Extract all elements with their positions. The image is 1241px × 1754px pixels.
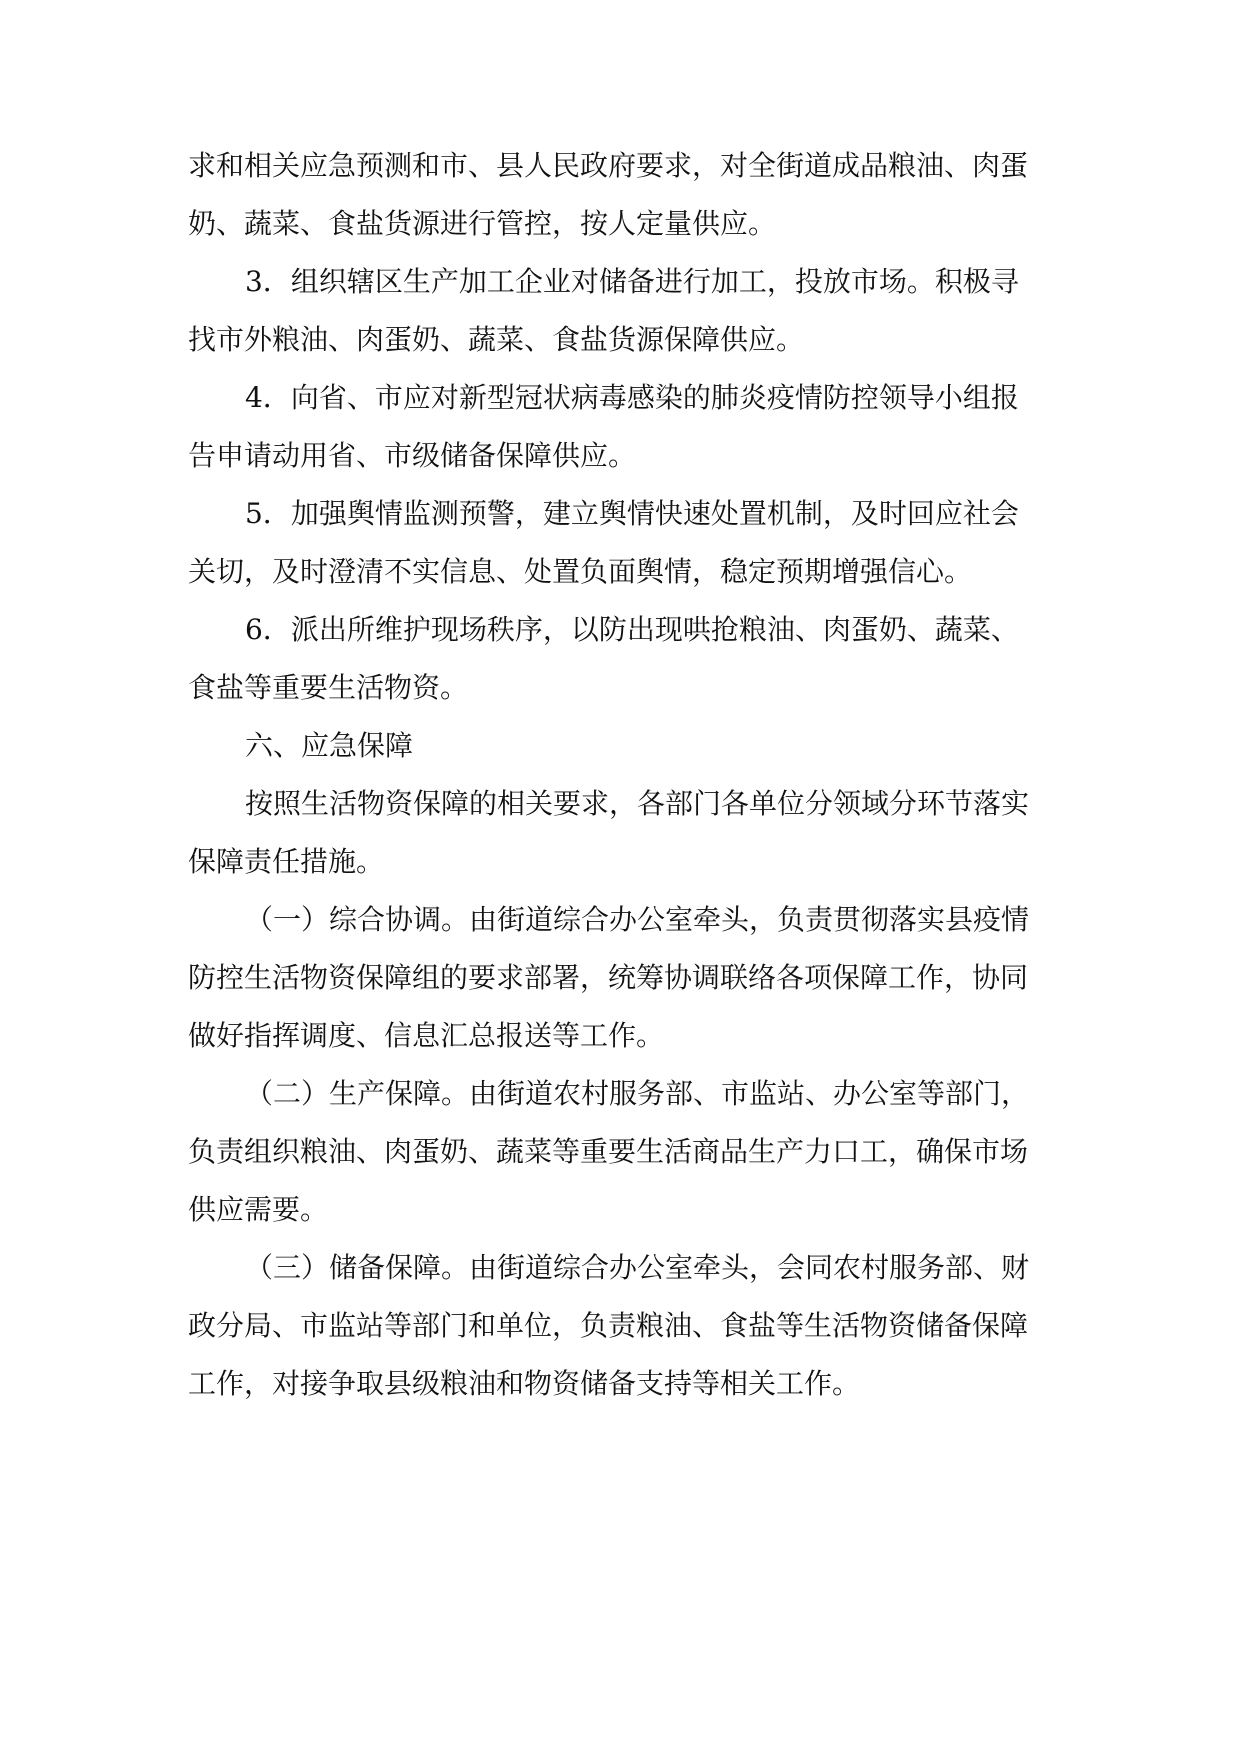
subsection-one: （一）综合协调。由街道综合办公室牵头，负责贯彻落实县疫情 — [245, 903, 1030, 936]
paragraph-item-5: 5．加强舆情监测预警，建立舆情快速处置机制，及时回应社会 — [245, 497, 1019, 530]
text-line: 政分局、市监站等部门和单位，负责粮油、食盐等生活物资储备保障 — [188, 1309, 1029, 1342]
text-line: 供应需要。 — [188, 1193, 329, 1226]
text-line: 找市外粮油、肉蛋奶、蔬菜、食盐货源保障供应。 — [188, 323, 805, 356]
text-line: 食盐等重要生活物资。 — [188, 671, 469, 704]
text-line: 工作，对接争取县级粮油和物资储备支持等相关工作。 — [188, 1367, 861, 1400]
paragraph-intro: 按照生活物资保障的相关要求，各部门各单位分领域分环节落实 — [245, 787, 1030, 820]
text-line: 防控生活物资保障组的要求部署，统筹协调联络各项保障工作，协同 — [188, 961, 1029, 994]
paragraph-item-3: 3．组织辖区生产加工企业对储备进行加工，投放市场。积极寻 — [245, 265, 1019, 298]
text-line: 奶、蔬菜、食盐货源进行管控，按人定量供应。 — [188, 207, 777, 240]
paragraph-item-6: 6．派出所维护现场秩序，以防出现哄抢粮油、肉蛋奶、蔬菜、 — [245, 613, 1019, 646]
text-line: 求和相关应急预测和市、县人民政府要求，对全街道成品粮油、肉蛋 — [188, 149, 1029, 182]
subsection-three: （三）储备保障。由街道综合办公室牵头，会同农村服务部、财 — [245, 1251, 1030, 1284]
section-heading: 六、应急保障 — [245, 729, 414, 762]
text-line: 负责组织粮油、肉蛋奶、蔬菜等重要生活商品生产力口工，确保市场 — [188, 1135, 1029, 1168]
text-line: 做好指挥调度、信息汇总报送等工作。 — [188, 1019, 665, 1052]
text-line: 保障责任措施。 — [188, 845, 385, 878]
text-line: 告申请动用省、市级储备保障供应。 — [188, 439, 637, 472]
text-line: 关切，及时澄清不实信息、处置负面舆情，稳定预期增强信心。 — [188, 555, 973, 588]
paragraph-item-4: 4．向省、市应对新型冠状病毒感染的肺炎疫情防控领导小组报 — [245, 381, 1019, 414]
subsection-two: （二）生产保障。由街道农村服务部、市监站、办公室等部门， — [245, 1077, 1030, 1110]
